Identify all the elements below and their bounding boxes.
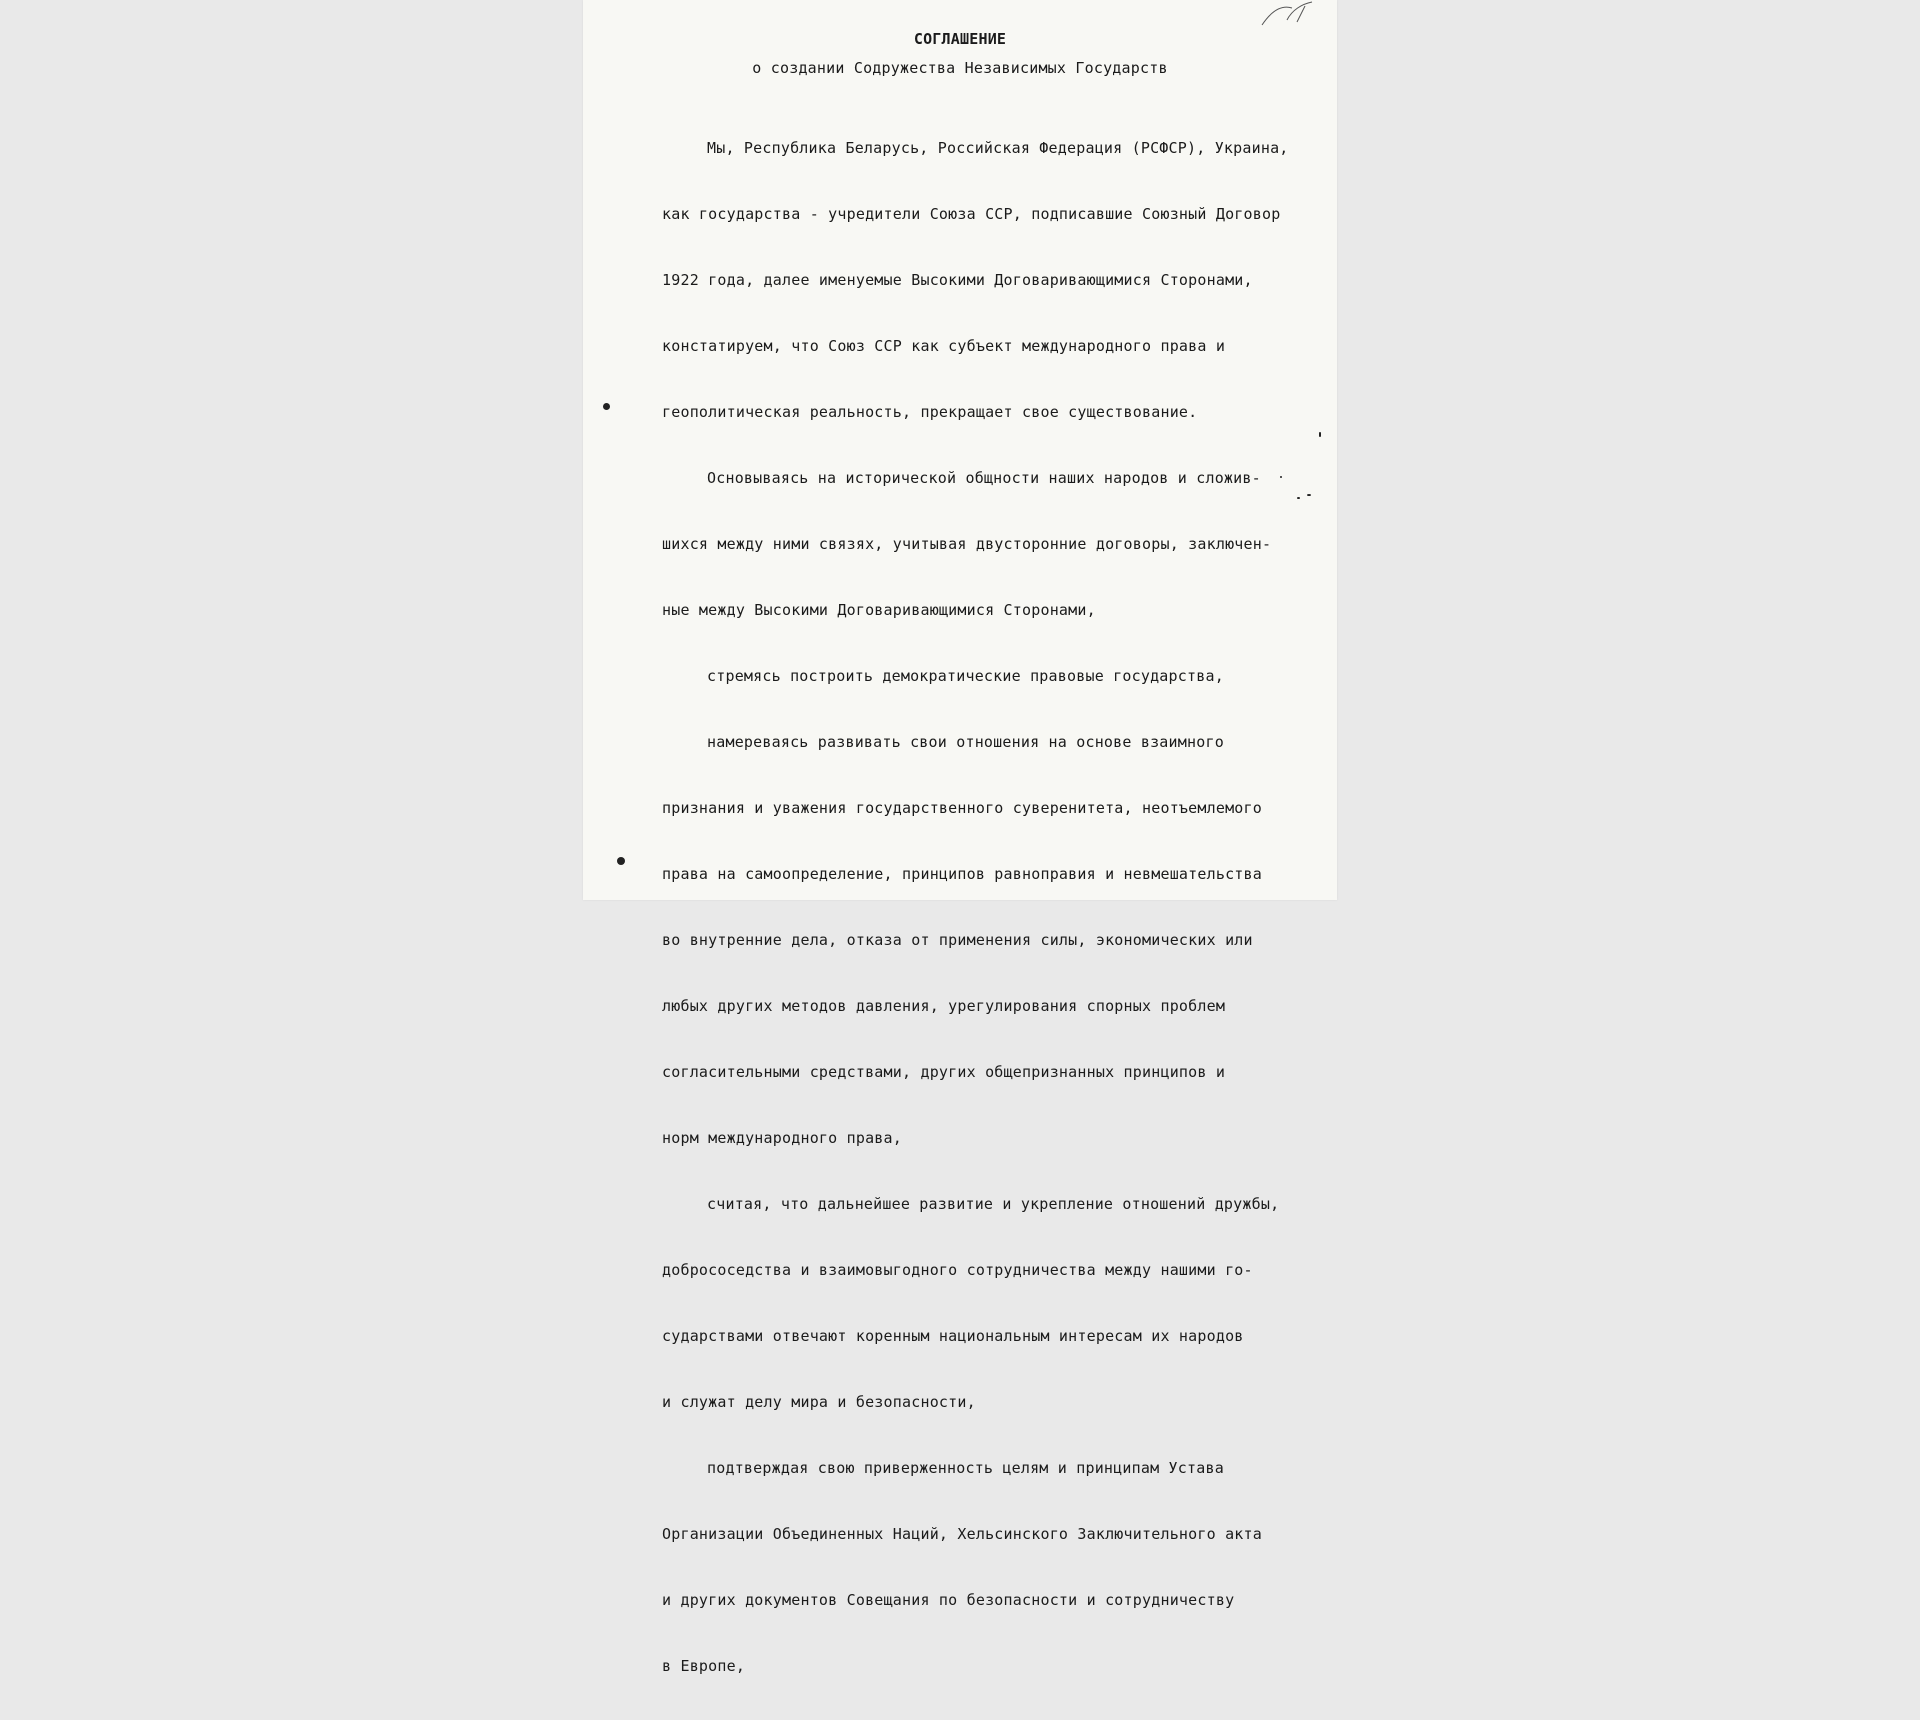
text-line: 1922 года, далее именуемые Высокими Договаривающимися Сторонами, [662, 271, 1253, 289]
text-line: Организации Объединенных Наций, Хельсинского Заключительного акта [662, 1525, 1262, 1543]
text-line: констатируем, что Союз ССР как субъект международного права и [662, 337, 1226, 355]
text-line: шихся между ними связях, учитывая двусторонние договоры, заключен- [662, 535, 1272, 553]
handwritten-mark [1257, 0, 1317, 30]
text-line: стремясь построить демократические правовые государства, [707, 667, 1224, 685]
ink-spot [1280, 476, 1282, 478]
text-line: добрососедства и взаимовыгодного сотрудничества между нашими го- [662, 1261, 1253, 1279]
document-body [662, 100, 1289, 1720]
ink-spot [617, 857, 625, 865]
text-line: намереваясь развивать свои отношения на основе взаимного [707, 733, 1224, 751]
ink-spot [603, 403, 610, 410]
text-line: норм международного права, [662, 1129, 902, 1147]
text-line: права на самоопределение, принципов равноправия и невмешательства [662, 865, 1262, 883]
text-line: как государства - учредители Союза ССР, подписавшие Союзный Договор [662, 205, 1281, 223]
text-line: ные между Высокими Договаривающимися Сторонами, [662, 601, 1096, 619]
document-title: СОГЛАШЕНИЕ [913, 30, 1007, 48]
ink-spot [1307, 494, 1311, 496]
text-line: признания и уважения государственного суверенитета, неотъемлемого [662, 799, 1262, 817]
text-line: геополитическая реальность, прекращает свое существование. [662, 403, 1198, 421]
text-line: сударствами отвечают коренным национальным интересам их народов [662, 1327, 1244, 1345]
text-line: считая, что дальнейшее развитие и укрепление отношений дружбы, [707, 1195, 1280, 1213]
document-page [583, 0, 1337, 1675]
text-line: Основываясь на исторической общности наших народов и сложив- [707, 469, 1261, 487]
ink-spot [1297, 497, 1300, 499]
ink-spot [1319, 432, 1321, 437]
text-line: в Европе, [662, 1657, 746, 1675]
text-line: и служат делу мира и безопасности, [662, 1393, 976, 1411]
text-line: во внутренние дела, отказа от применения силы, экономических или [662, 931, 1253, 949]
text-line: Мы, Республика Беларусь, Российская Федерация (РСФСР), Украина, [707, 139, 1289, 157]
document-subtitle: о создании Содружества Независимых Государств [752, 59, 1168, 77]
text-line: и других документов Совещания по безопасности и сотрудничеству [662, 1591, 1235, 1609]
text-line: подтверждая свою приверженность целям и принципам Устава [707, 1459, 1224, 1477]
text-line: согласительными средствами, других общепризнанных принципов и [662, 1063, 1226, 1081]
text-line: любых других методов давления, урегулирования спорных проблем [662, 997, 1226, 1015]
